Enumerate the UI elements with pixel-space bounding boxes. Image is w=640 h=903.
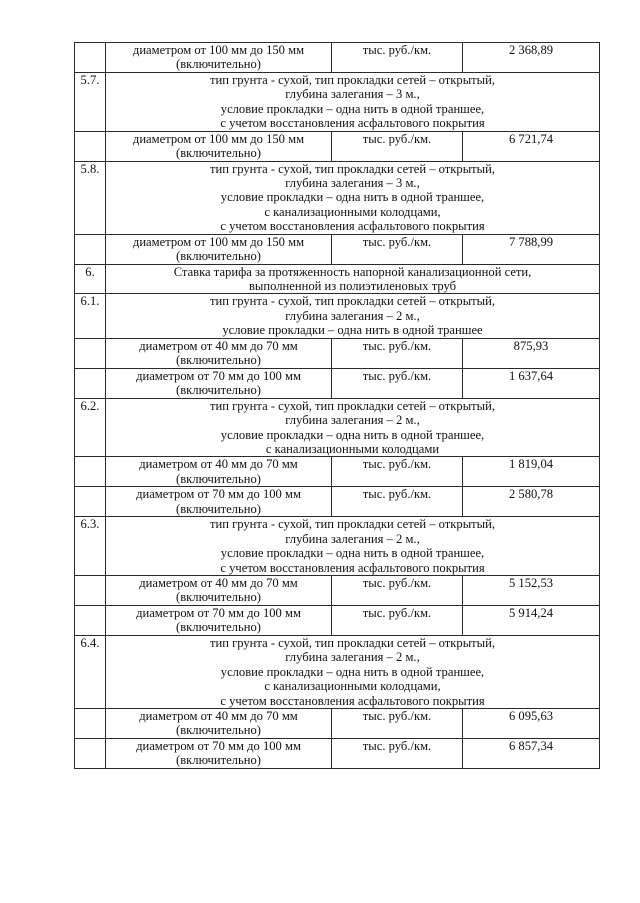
diameter-line: (включительно) [176,471,261,486]
diameter-range [106,605,332,635]
empty-number-cell [75,457,106,487]
tariff-section-row [75,294,600,338]
tariff-value: 7 788,99 [463,234,600,264]
tariff-table-body [75,43,600,769]
description-line: тип грунта - сухой, тип прокладки сетей – открытый, [209,398,496,413]
diameter-range [106,457,332,487]
diameter-line: (включительно) [176,383,261,398]
tariff-rate-row [75,131,600,161]
diameter-range [106,487,332,517]
description-line: тип грунта - сухой, тип прокладки сетей – открытый, [209,294,496,309]
empty-number-cell [75,131,106,161]
tariff-value: 1 637,64 [463,368,600,398]
empty-number-cell [75,708,106,738]
description-line: с канализационными колодцами [265,441,440,456]
unit-of-measure: тыс. руб./км. [332,338,463,368]
diameter-line: (включительно) [176,57,261,72]
tariff-value: 6 095,63 [463,708,600,738]
tariff-section-row [75,161,600,234]
tariff-section-row [75,264,600,294]
tariff-section-row [75,398,600,457]
diameter-range [106,738,332,768]
diameter-line: диаметром от 40 мм до 70 мм [139,457,298,472]
tariff-section-row [75,517,600,576]
section-number: 6.2. [75,398,106,457]
description-line: условие прокладки – одна нить в одной траншее, [220,664,485,679]
diameter-range [106,708,332,738]
tariff-value: 6 857,34 [463,738,600,768]
description-line: глубина залегания – 2 м., [285,413,420,428]
tariff-rate-row [75,605,600,635]
tariff-value: 6 721,74 [463,131,600,161]
unit-of-measure: тыс. руб./км. [332,368,463,398]
description-line: глубина залегания – 2 м., [285,308,420,323]
section-number: 6.4. [75,635,106,708]
diameter-line: (включительно) [176,249,261,264]
tariff-rate-row [75,738,600,768]
section-description [106,73,600,132]
section-number: 5.8. [75,161,106,234]
unit-of-measure: тыс. руб./км. [332,487,463,517]
section-description [106,517,600,576]
section-number: 6.3. [75,517,106,576]
diameter-line: диаметром от 40 мм до 70 мм [139,338,298,353]
description-line: глубина залегания – 2 м., [285,650,420,665]
description-line: с учетом восстановления асфальтового покрытия [220,693,485,708]
diameter-line: диаметром от 40 мм до 70 мм [139,708,298,723]
description-line: условие прокладки – одна нить в одной траншее, [220,427,485,442]
tariff-section-row [75,635,600,708]
description-line: выполненной из полиэтиленовых труб [248,279,457,294]
empty-number-cell [75,487,106,517]
description-line: тип грунта - сухой, тип прокладки сетей – открытый, [209,635,496,650]
unit-of-measure: тыс. руб./км. [332,605,463,635]
diameter-line: диаметром от 100 мм до 150 мм [132,43,305,57]
tariff-value: 875,93 [463,338,600,368]
tariff-rate-row [75,338,600,368]
description-line: с учетом восстановления асфальтового покрытия [220,219,485,234]
section-description [106,161,600,234]
empty-number-cell [75,575,106,605]
diameter-range [106,234,332,264]
tariff-section-row [75,73,600,132]
diameter-line: диаметром от 100 мм до 150 мм [132,131,305,146]
empty-number-cell [75,605,106,635]
diameter-range [106,338,332,368]
tariff-rate-row [75,708,600,738]
description-line: условие прокладки – одна нить в одной траншее [222,323,483,338]
description-line: тип грунта - сухой, тип прокладки сетей – открытый, [209,73,496,87]
diameter-range [106,43,332,73]
description-line: с канализационными колодцами, [264,204,441,219]
tariff-table [74,42,600,769]
tariff-rate-row [75,43,600,73]
description-line: с канализационными колодцами, [264,679,441,694]
tariff-value: 5 914,24 [463,605,600,635]
tariff-value: 5 152,53 [463,575,600,605]
diameter-line: (включительно) [176,723,261,738]
description-line: условие прокладки – одна нить в одной траншее, [220,101,485,116]
diameter-line: диаметром от 70 мм до 100 мм [136,738,301,753]
description-line: условие прокладки – одна нить в одной траншее, [220,190,485,205]
diameter-line: (включительно) [176,620,261,635]
diameter-line: (включительно) [176,501,261,516]
diameter-line: диаметром от 70 мм до 100 мм [136,487,301,502]
empty-number-cell [75,234,106,264]
diameter-line: (включительно) [176,590,261,605]
diameter-line: диаметром от 70 мм до 100 мм [136,605,301,620]
tariff-document-page [74,42,600,769]
section-description [106,398,600,457]
section-description [106,264,600,294]
section-number: 6. [75,264,106,294]
unit-of-measure: тыс. руб./км. [332,131,463,161]
tariff-rate-row [75,368,600,398]
unit-of-measure: тыс. руб./км. [332,575,463,605]
description-line: тип грунта - сухой, тип прокладки сетей – открытый, [209,517,496,532]
unit-of-measure: тыс. руб./км. [332,738,463,768]
section-description [106,294,600,338]
empty-number-cell [75,738,106,768]
description-line: Ставка тарифа за протяженность напорной канализационной сети, [173,264,532,279]
description-line: тип грунта - сухой, тип прокладки сетей – открытый, [209,161,496,176]
description-line: с учетом восстановления асфальтового покрытия [220,560,485,575]
description-line: условие прокладки – одна нить в одной траншее, [220,546,485,561]
tariff-value: 2 368,89 [463,43,600,73]
unit-of-measure: тыс. руб./км. [332,457,463,487]
section-description [106,635,600,708]
tariff-rate-row [75,487,600,517]
diameter-range [106,575,332,605]
tariff-value: 2 580,78 [463,487,600,517]
diameter-range [106,368,332,398]
diameter-line: (включительно) [176,353,261,368]
diameter-line: (включительно) [176,753,261,768]
section-number: 6.1. [75,294,106,338]
empty-number-cell [75,338,106,368]
unit-of-measure: тыс. руб./км. [332,708,463,738]
description-line: с учетом восстановления асфальтового покрытия [220,116,485,131]
unit-of-measure: тыс. руб./км. [332,43,463,73]
empty-number-cell [75,43,106,73]
description-line: глубина залегания – 3 м., [285,87,420,102]
tariff-value: 1 819,04 [463,457,600,487]
diameter-line: (включительно) [176,146,261,161]
tariff-rate-row [75,234,600,264]
description-line: глубина залегания – 3 м., [285,176,420,191]
empty-number-cell [75,368,106,398]
unit-of-measure: тыс. руб./км. [332,234,463,264]
diameter-range [106,131,332,161]
description-line: глубина залегания – 2 м., [285,531,420,546]
diameter-line: диаметром от 70 мм до 100 мм [136,368,301,383]
diameter-line: диаметром от 40 мм до 70 мм [139,575,298,590]
section-number: 5.7. [75,73,106,132]
tariff-rate-row [75,457,600,487]
tariff-rate-row [75,575,600,605]
diameter-line: диаметром от 100 мм до 150 мм [132,234,305,249]
